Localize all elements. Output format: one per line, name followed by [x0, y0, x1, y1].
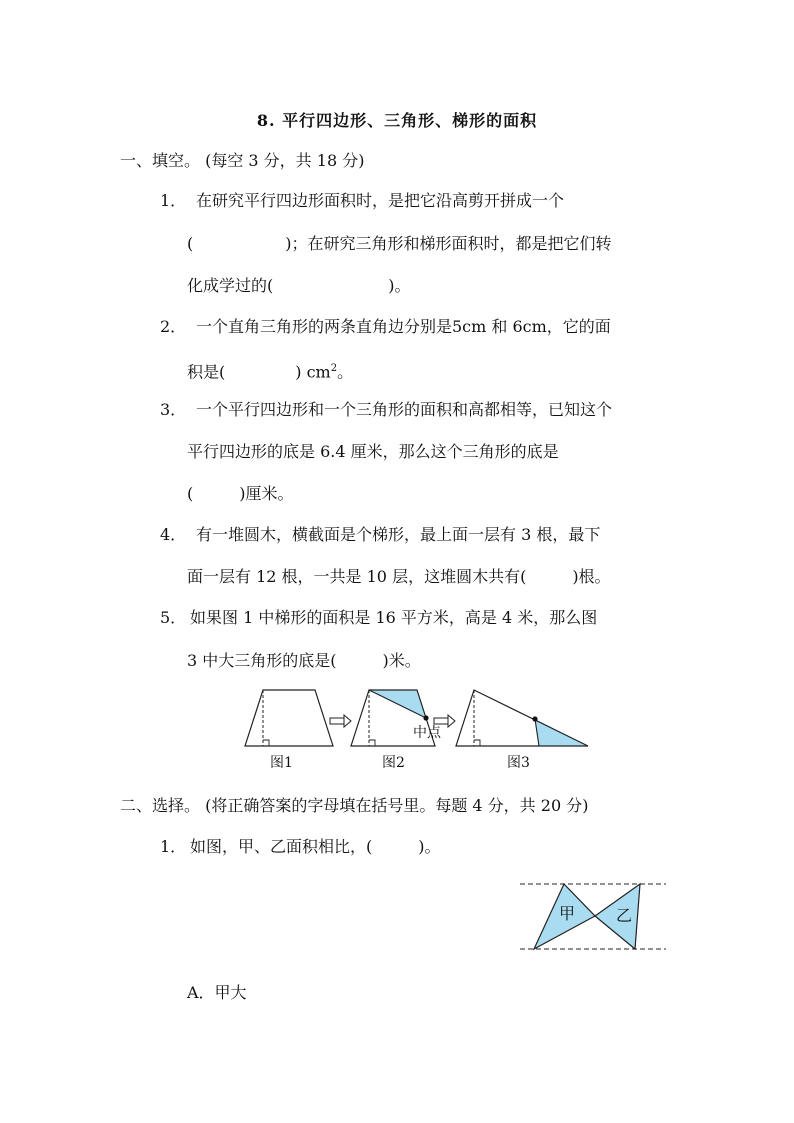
question-text: )根。 [572, 567, 611, 586]
question-1-3-line-3 [187, 483, 294, 505]
question-1-1 [160, 190, 564, 212]
fig2-label: 图2 [382, 755, 405, 771]
fig3-midpoint-dot [532, 716, 537, 721]
label-jia: 甲 [559, 904, 576, 923]
question-number: 4． [160, 525, 187, 544]
question-text: )米。 [382, 651, 421, 670]
fig3-right-angle [474, 740, 480, 746]
fig2-right-angle [369, 740, 375, 746]
question-number: 2． [160, 317, 187, 336]
question-text: 化成学过的( [187, 276, 274, 295]
question-text: ) cm [295, 362, 331, 382]
question-text: 如果图 1 中梯形的面积是 16 平方米，高是 4 米，那么图 [190, 608, 598, 627]
question-2-1 [160, 836, 441, 858]
question-text: )厘米。 [239, 484, 294, 503]
question-number: 1． [160, 837, 187, 856]
question-text: )；在研究三角形和梯形面积时，都是把它们转 [285, 234, 612, 253]
question-1-5-line-2 [187, 650, 421, 672]
question-text: )。 [388, 276, 411, 295]
question-number: 3． [160, 400, 187, 419]
midpoint-label: 中点 [413, 725, 441, 741]
question-1-1-line-2 [187, 233, 612, 255]
question-1-3-line-2: 平行四边形的底是 6.4 厘米，那么这个三角形的底是 [187, 442, 559, 461]
question-text: 在研究平行四边形面积时，是把它沿高剪开拼成一个 [196, 191, 565, 210]
question-text: 如图，甲、乙面积相比，( [190, 837, 373, 856]
question-1-3 [160, 399, 612, 421]
option-a[interactable]: A．甲大 [187, 983, 247, 1002]
question-text: 面一层有 12 根，一共是 10 层，这堆圆木共有( [187, 567, 527, 586]
section-1-heading: 一、填空。 (每空 3 分，共 18 分) [120, 151, 365, 170]
question-1-1-line-3 [187, 275, 411, 297]
question-text: 3 中大三角形的底是( [187, 651, 337, 670]
question-1-4-line-2 [187, 566, 611, 588]
fig1-right-angle [263, 740, 269, 746]
paren-open: ( [187, 234, 194, 253]
question-1-2 [160, 316, 611, 338]
question-1-5 [160, 607, 597, 629]
section-2-heading: 二、选择。 (将正确答案的字母填在括号里。每题 4 分，共 20 分) [120, 796, 589, 815]
fig1-label: 图1 [270, 755, 293, 771]
question-text: ( [187, 484, 194, 503]
question-text: )。 [418, 837, 441, 856]
superscript: 2 [330, 363, 338, 374]
arrow-1 [330, 715, 351, 727]
label-yi: 乙 [616, 906, 633, 925]
page-title: 8. 平行四边形、三角形、梯形的面积 [256, 111, 538, 130]
question-text: 有一堆圆木，横截面是个梯形，最上面一层有 3 根，最下 [196, 525, 601, 544]
fig1-trapezoid [245, 690, 333, 746]
question-text: 一个直角三角形的两条直角边分别是5cm 和 6cm，它的面 [196, 317, 611, 336]
fig2-midpoint-dot [423, 715, 428, 720]
question-text: 积是( [187, 362, 226, 382]
question-number: 1． [160, 191, 187, 210]
bowtie-figure [516, 876, 671, 956]
question-text: 。 [337, 362, 354, 382]
fig3-label: 图3 [507, 755, 530, 771]
question-1-4 [160, 524, 600, 546]
question-text: 一个平行四边形和一个三角形的面积和高都相等，已知这个 [196, 400, 613, 419]
question-1-2-line-2 [187, 358, 353, 383]
question-number: 5． [160, 608, 187, 627]
